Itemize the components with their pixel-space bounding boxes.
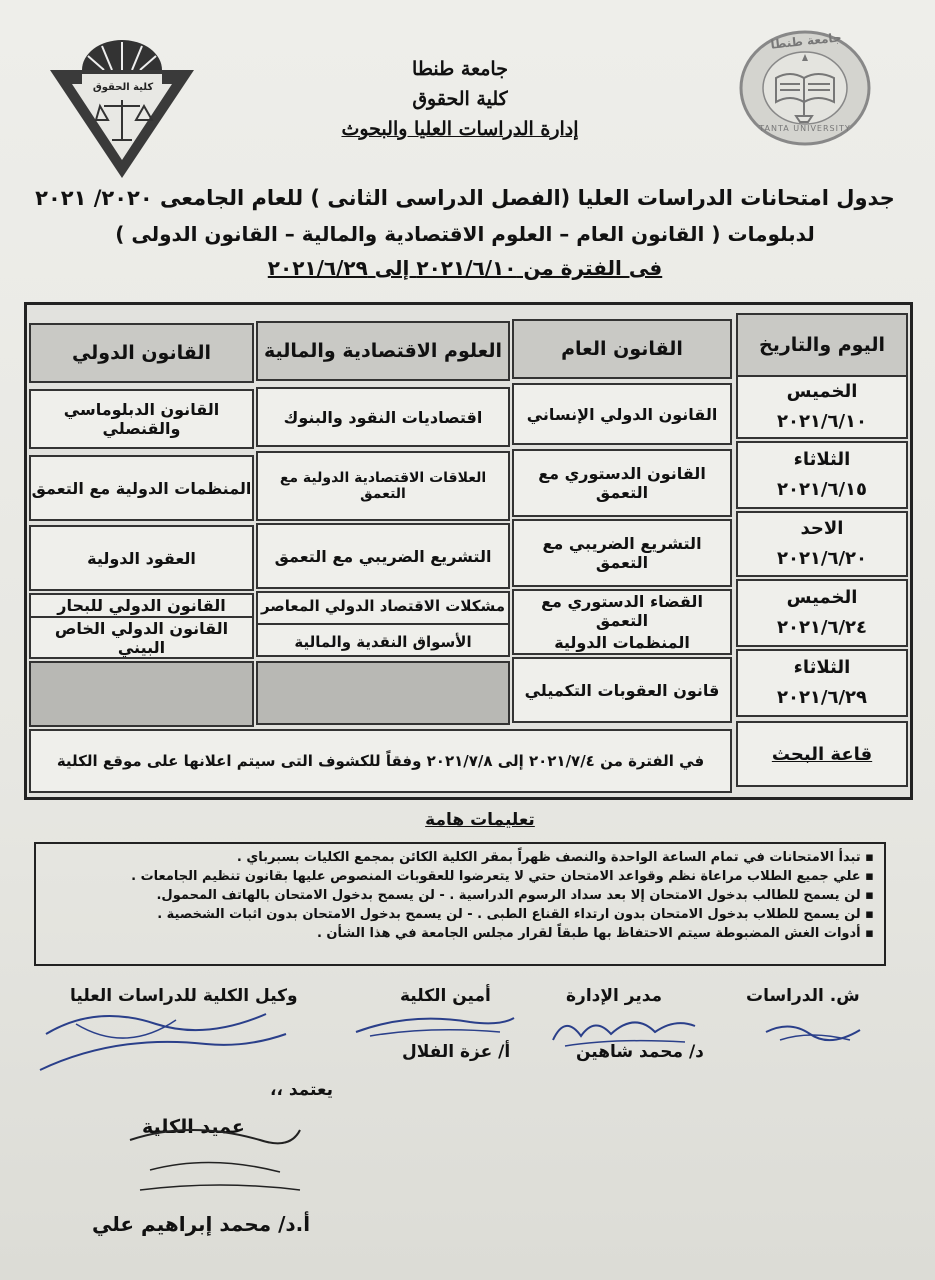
instructions-title: تعليمات هامة — [425, 810, 535, 830]
faculty-logo-icon — [42, 40, 202, 180]
secretary-signature-label: أمين الكلية — [400, 986, 491, 1006]
secretary-signature-icon — [350, 1008, 520, 1042]
research-text: في الفترة من ٢٠٢١/٧/٤ إلى ٢٠٢١/٧/٨ وفقاً للكشوف التى سيتم اعلانها على موقع الكلية — [29, 729, 732, 793]
dean-name: أ.د/ محمد إبراهيم علي — [92, 1212, 311, 1236]
row3-economic: التشريع الضريبي مع التعمق — [256, 523, 510, 589]
row4-public-law-a: القضاء الدستوري مع التعمق — [541, 592, 703, 631]
studies-signature-label: ش. الدراسات — [746, 986, 860, 1006]
row3-day: الاحد — [800, 518, 844, 539]
secretary-name: أ/ عزة الفلال — [402, 1042, 511, 1062]
exam-table — [24, 302, 913, 800]
instruction-item: ▪ لن يسمح للطلاب بدخول الامتحان بدون ارتداء القناع الطبى . - لن يسمح بدخول الامتحان بدون اثبات الشخصية . — [46, 905, 874, 924]
cell-divider — [31, 616, 252, 618]
row2-day: الثلاثاء — [793, 449, 851, 470]
row4-international-a: القانون الدولي للبحار — [57, 595, 226, 615]
header-public-law: القانون العام — [512, 319, 732, 379]
instruction-item: ▪ لن يسمح للطالب بدخول الامتحان إلا بعد سداد الرسوم الدراسية . - لن يسمح بدخول الامتحان بالهاتف المحمول. — [46, 886, 874, 905]
row4-day-cell — [736, 579, 908, 647]
university-name: جامعة طنطا — [412, 58, 508, 80]
row1-date: ٢٠٢١/٦/١٠ — [776, 411, 868, 432]
instruction-item: ▪ أدوات الغش المضبوطة سيتم الاحتفاظ بها طبقاً لقرار مجلس الجامعة في هذا الشأن . — [46, 924, 874, 943]
row1-economic: اقتصاديات النقود والبنوك — [256, 387, 510, 447]
schedule-subtitle: لدبلومات ( القانون العام – العلوم الاقتصادية والمالية – القانون الدولى ) — [115, 222, 815, 246]
row2-date: ٢٠٢١/٦/١٥ — [776, 479, 868, 500]
row4-international — [29, 593, 254, 659]
row2-public-law: القانون الدستوري مع التعمق — [512, 449, 732, 517]
row3-date: ٢٠٢١/٦/٢٠ — [776, 548, 868, 569]
row4-economic — [256, 591, 510, 657]
row4-economic-a: مشكلات الاقتصاد الدولي المعاصر — [260, 597, 506, 615]
dean-title: عميد الكلية — [142, 1116, 245, 1138]
seal-english-text: TANTA UNIVERSITY — [759, 124, 851, 133]
row3-day-cell — [736, 511, 908, 577]
row4-day: الخميس — [786, 587, 858, 608]
faculty-logo-text: كلية الحقوق — [92, 82, 154, 93]
vice-dean-signature-label: وكيل الكلية للدراسات العليا — [70, 986, 298, 1006]
row5-day-cell — [736, 649, 908, 717]
approval-label: يعتمد ،، — [270, 1080, 333, 1100]
cell-divider — [258, 623, 508, 625]
row1-day-cell — [736, 375, 908, 439]
header-economic-sciences: العلوم الاقتصادية والمالية — [256, 321, 510, 381]
row1-international: القانون الدبلوماسي والقنصلي — [29, 389, 254, 449]
instruction-item: ▪ علي جميع الطلاب مراعاة نظم وقواعد الامتحان حتي لا يتعرضوا للعقوبات المنصوص عليها بقانون تنظيم الجامعات . — [46, 867, 874, 886]
header-international-law: القانون الدولي — [29, 323, 254, 383]
schedule-title: جدول امتحانات الدراسات العليا (الفصل الدراسى الثانى ) للعام الجامعى ٢٠٢٠/ ٢٠٢١ — [35, 186, 895, 210]
row2-day-cell — [736, 441, 908, 509]
director-name: د/ محمد شاهين — [576, 1042, 704, 1062]
instructions-box — [34, 842, 886, 966]
row1-public-law: القانون الدولي الإنساني — [512, 383, 732, 445]
research-label: قاعة البحث — [736, 721, 908, 787]
vice-dean-signature-icon — [36, 994, 296, 1078]
row4-public-law — [512, 589, 732, 655]
row5-international — [29, 661, 254, 727]
row5-public-law: قانون العقوبات التكميلي — [512, 657, 732, 723]
row5-economic — [256, 661, 510, 725]
schedule-period: فى الفترة من ٢٠٢١/٦/١٠ إلى ٢٠٢١/٦/٢٩ — [267, 256, 663, 280]
row1-day: الخميس — [786, 381, 858, 402]
row5-day: الثلاثاء — [793, 657, 851, 678]
dean-signature-icon — [110, 1110, 310, 1200]
row3-international: العقود الدولية — [29, 525, 254, 591]
faculty-name: كلية الحقوق — [412, 88, 508, 110]
row2-economic: العلاقات الاقتصادية الدولية مع التعمق — [256, 451, 510, 521]
studies-signature-icon — [760, 1010, 870, 1050]
row4-date: ٢٠٢١/٦/٢٤ — [776, 617, 868, 638]
director-signature-label: مدير الإدارة — [566, 986, 663, 1006]
row2-international: المنظمات الدولية مع التعمق — [29, 455, 254, 521]
row4-economic-b: الأسواق النقدية والمالية — [294, 633, 472, 651]
department-name: إدارة الدراسات العليا والبحوث — [341, 118, 579, 140]
row5-date: ٢٠٢١/٦/٢٩ — [776, 687, 868, 708]
instruction-item: ▪ تبدأ الامتحانات في تمام الساعة الواحدة والنصف ظهراً بمقر الكلية الكائن بمجمع الكليات بسبرباي . — [46, 848, 874, 867]
row4-public-law-b: المنظمات الدولية — [554, 632, 690, 652]
header-day-date: اليوم والتاريخ — [736, 313, 908, 377]
row4-international-b: القانون الدولي الخاص البيني — [54, 618, 229, 657]
seal-arabic-text: جامعة طنطا — [769, 30, 843, 52]
row3-public-law: التشريع الضريبي مع التعمق — [512, 519, 732, 587]
